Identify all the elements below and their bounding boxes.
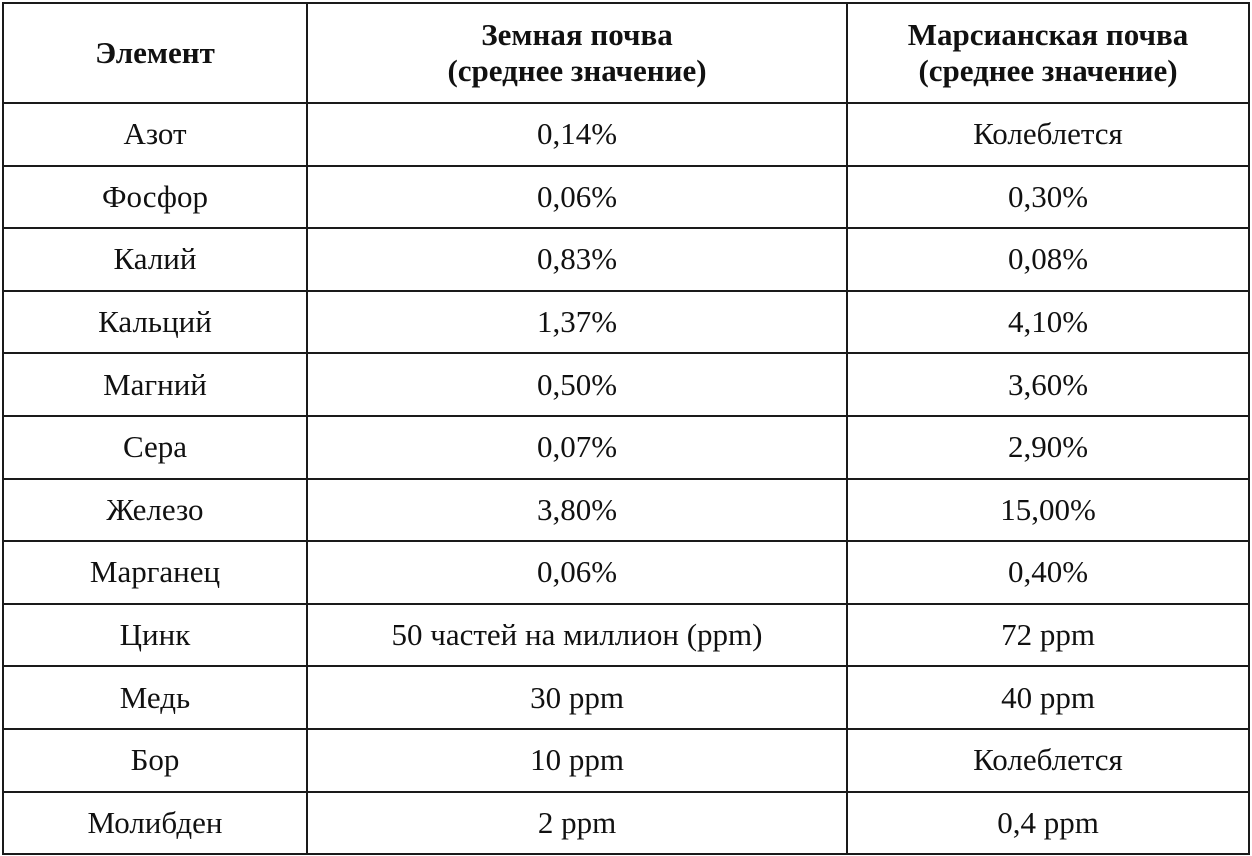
cell-element: Кальций <box>3 291 307 354</box>
cell-element: Железо <box>3 479 307 542</box>
table-row <box>3 604 1249 667</box>
table-row <box>3 729 1249 792</box>
cell-element: Марганец <box>3 541 307 604</box>
cell-mars-value: 72 ppm <box>847 604 1249 667</box>
table-row <box>3 166 1249 229</box>
header-element-label: Элемент <box>95 35 215 70</box>
cell-mars-value: Колеблется <box>847 729 1249 792</box>
cell-earth-value: 10 ppm <box>307 729 847 792</box>
header-earth-subtitle: (среднее значение) <box>447 53 707 88</box>
table-row <box>3 666 1249 729</box>
header-row <box>3 3 1249 103</box>
table-header <box>3 3 1249 103</box>
cell-element: Азот <box>3 103 307 166</box>
cell-earth-value: 0,06% <box>307 166 847 229</box>
cell-mars-value: 40 ppm <box>847 666 1249 729</box>
cell-earth-value: 50 частей на миллион (ppm) <box>307 604 847 667</box>
header-mars-title: Марсианская почва <box>907 17 1189 52</box>
cell-mars-value: 4,10% <box>847 291 1249 354</box>
cell-earth-value: 0,50% <box>307 353 847 416</box>
table-row <box>3 792 1249 855</box>
cell-mars-value: 0,08% <box>847 228 1249 291</box>
table-row <box>3 291 1249 354</box>
header-element <box>3 3 307 103</box>
header-earth-soil <box>307 3 847 103</box>
cell-mars-value: Колеблется <box>847 103 1249 166</box>
cell-earth-value: 0,06% <box>307 541 847 604</box>
cell-earth-value: 0,14% <box>307 103 847 166</box>
cell-element: Медь <box>3 666 307 729</box>
header-mars-soil <box>847 3 1249 103</box>
cell-mars-value: 0,40% <box>847 541 1249 604</box>
table-row <box>3 416 1249 479</box>
header-mars-subtitle: (среднее значение) <box>918 53 1178 88</box>
cell-earth-value: 2 ppm <box>307 792 847 855</box>
cell-element: Фосфор <box>3 166 307 229</box>
cell-earth-value: 0,07% <box>307 416 847 479</box>
cell-earth-value: 1,37% <box>307 291 847 354</box>
cell-mars-value: 0,4 ppm <box>847 792 1249 855</box>
cell-mars-value: 2,90% <box>847 416 1249 479</box>
table-row <box>3 103 1249 166</box>
table-body <box>3 103 1249 854</box>
cell-mars-value: 3,60% <box>847 353 1249 416</box>
table-row <box>3 541 1249 604</box>
cell-element: Бор <box>3 729 307 792</box>
cell-mars-value: 15,00% <box>847 479 1249 542</box>
header-earth-title: Земная почва <box>481 17 673 52</box>
cell-element: Сера <box>3 416 307 479</box>
cell-element: Калий <box>3 228 307 291</box>
cell-mars-value: 0,30% <box>847 166 1249 229</box>
table-row <box>3 479 1249 542</box>
table-row <box>3 228 1249 291</box>
cell-earth-value: 0,83% <box>307 228 847 291</box>
soil-comparison-table <box>2 2 1250 855</box>
cell-earth-value: 30 ppm <box>307 666 847 729</box>
table-row <box>3 353 1249 416</box>
cell-element: Молибден <box>3 792 307 855</box>
cell-earth-value: 3,80% <box>307 479 847 542</box>
cell-element: Цинк <box>3 604 307 667</box>
cell-element: Магний <box>3 353 307 416</box>
